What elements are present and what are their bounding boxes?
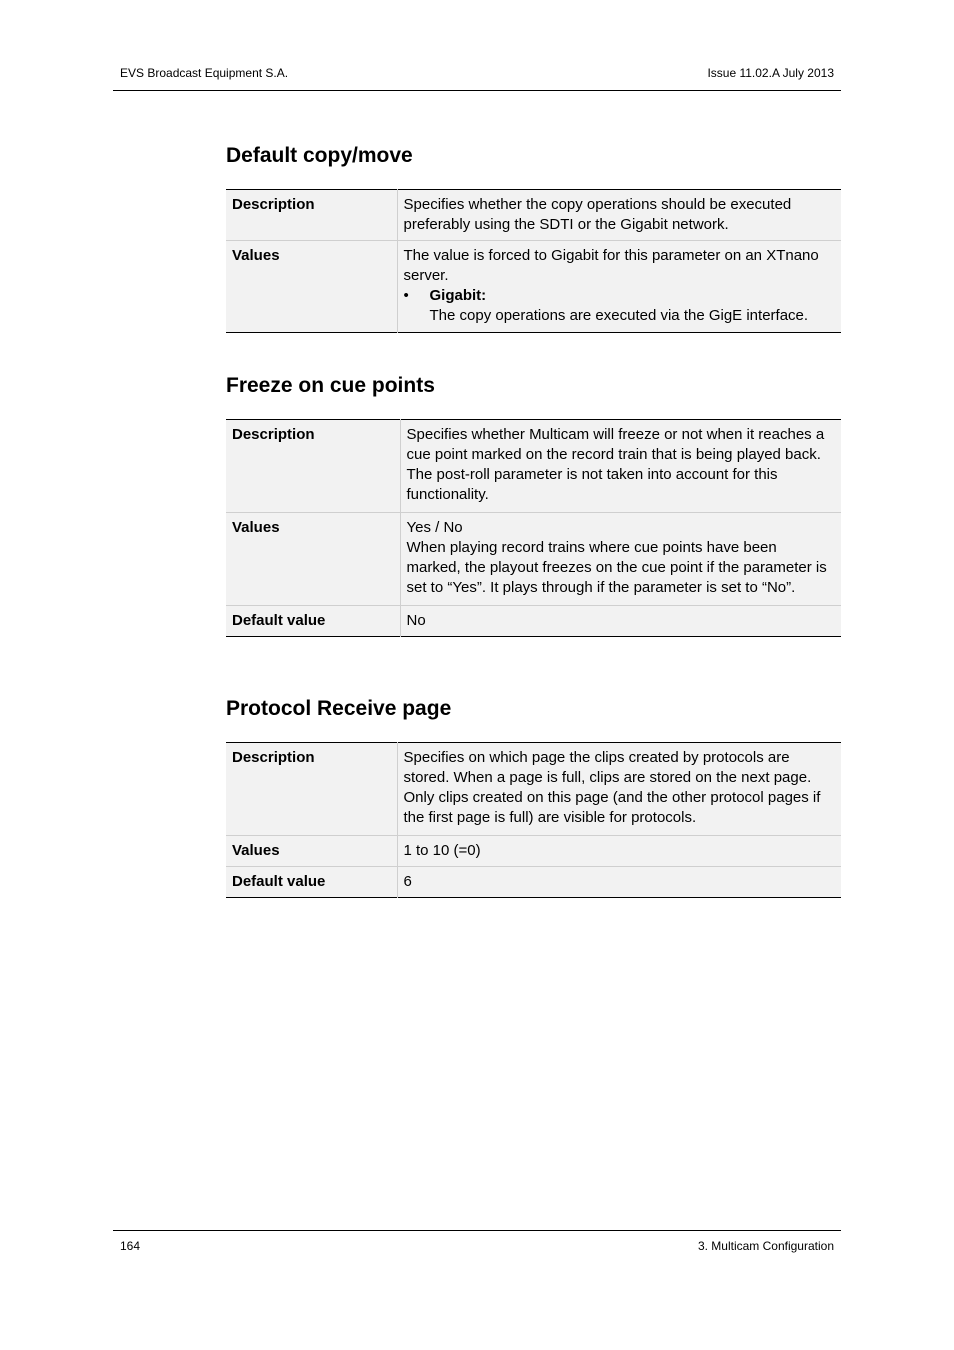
parameter-table [226,419,841,637]
section-default-copy-move [226,143,841,324]
table-row-description [226,190,841,241]
parameter-table [226,189,841,333]
table-row-description [226,420,841,513]
row-key: Values [226,513,400,606]
description-note: The post-roll parameter is not taken into account for this functionality. [406,466,778,503]
row-value [400,420,841,513]
bullet-text: The copy operations are executed via the GigE interface. [429,307,809,324]
row-key: Default value [226,867,397,898]
row-value [397,241,841,333]
row-value [400,513,841,606]
page-header [113,65,841,91]
section-protocol-receive-page [226,696,841,890]
header-issue: Issue 11.02.A July 2013 [707,66,834,80]
row-key: Description [226,420,400,513]
default-value-text: No [406,612,426,629]
page-footer [113,1230,841,1253]
table-row-values [226,836,841,867]
row-value [397,743,841,836]
row-key: Description [226,190,397,241]
row-value [397,836,841,867]
description-text: Specifies on which page the clips created by protocols are stored. When a page is full, clips are stored on the next page. Only clips created on this page (and the other protocol pages if the first page is full) are visible for protocols. [403,749,821,826]
section-title: Protocol Receive page [226,697,452,720]
row-key: Default value [226,606,400,637]
table-row-description [226,743,841,836]
row-key: Description [226,743,397,836]
table-row-values [226,513,841,606]
page-number: 164 [120,1239,141,1253]
section-title: Default copy/move [226,144,413,167]
description-text: Specifies whether the copy operations should be executed preferably using the SDTI or the Gigabit network. [403,196,792,233]
row-key: Values [226,241,397,333]
parameter-table [226,742,841,898]
values-text: When playing record trains where cue points have been marked, the playout freezes on the cue point if the parameter is set to “Yes”. It plays through if the parameter is set to “No”. [406,539,827,596]
header-company: EVS Broadcast Equipment S.A. [120,66,289,80]
row-value [397,190,841,241]
description-text: Specifies whether Multicam will freeze or not when it reaches a cue point marked on the record train that is being played back. [406,426,825,463]
row-value [397,867,841,898]
table-row-default-value [226,606,841,637]
bullet-symbol: • [403,287,409,304]
bullet-label: Gigabit: [429,287,487,304]
values-text: 1 to 10 (=0) [403,842,481,859]
section-freeze-on-cue-points [226,373,841,629]
section-title: Freeze on cue points [226,374,435,397]
footer-chapter: 3. Multicam Configuration [697,1239,834,1253]
row-key: Values [226,836,397,867]
row-value [400,606,841,637]
default-value-text: 6 [403,873,412,890]
table-row-values [226,241,841,333]
table-row-default-value [226,867,841,898]
values-options: Yes / No [406,519,463,536]
bullet-item [404,286,836,326]
values-text: The value is forced to Gigabit for this parameter on an XTnano server. [403,247,819,284]
